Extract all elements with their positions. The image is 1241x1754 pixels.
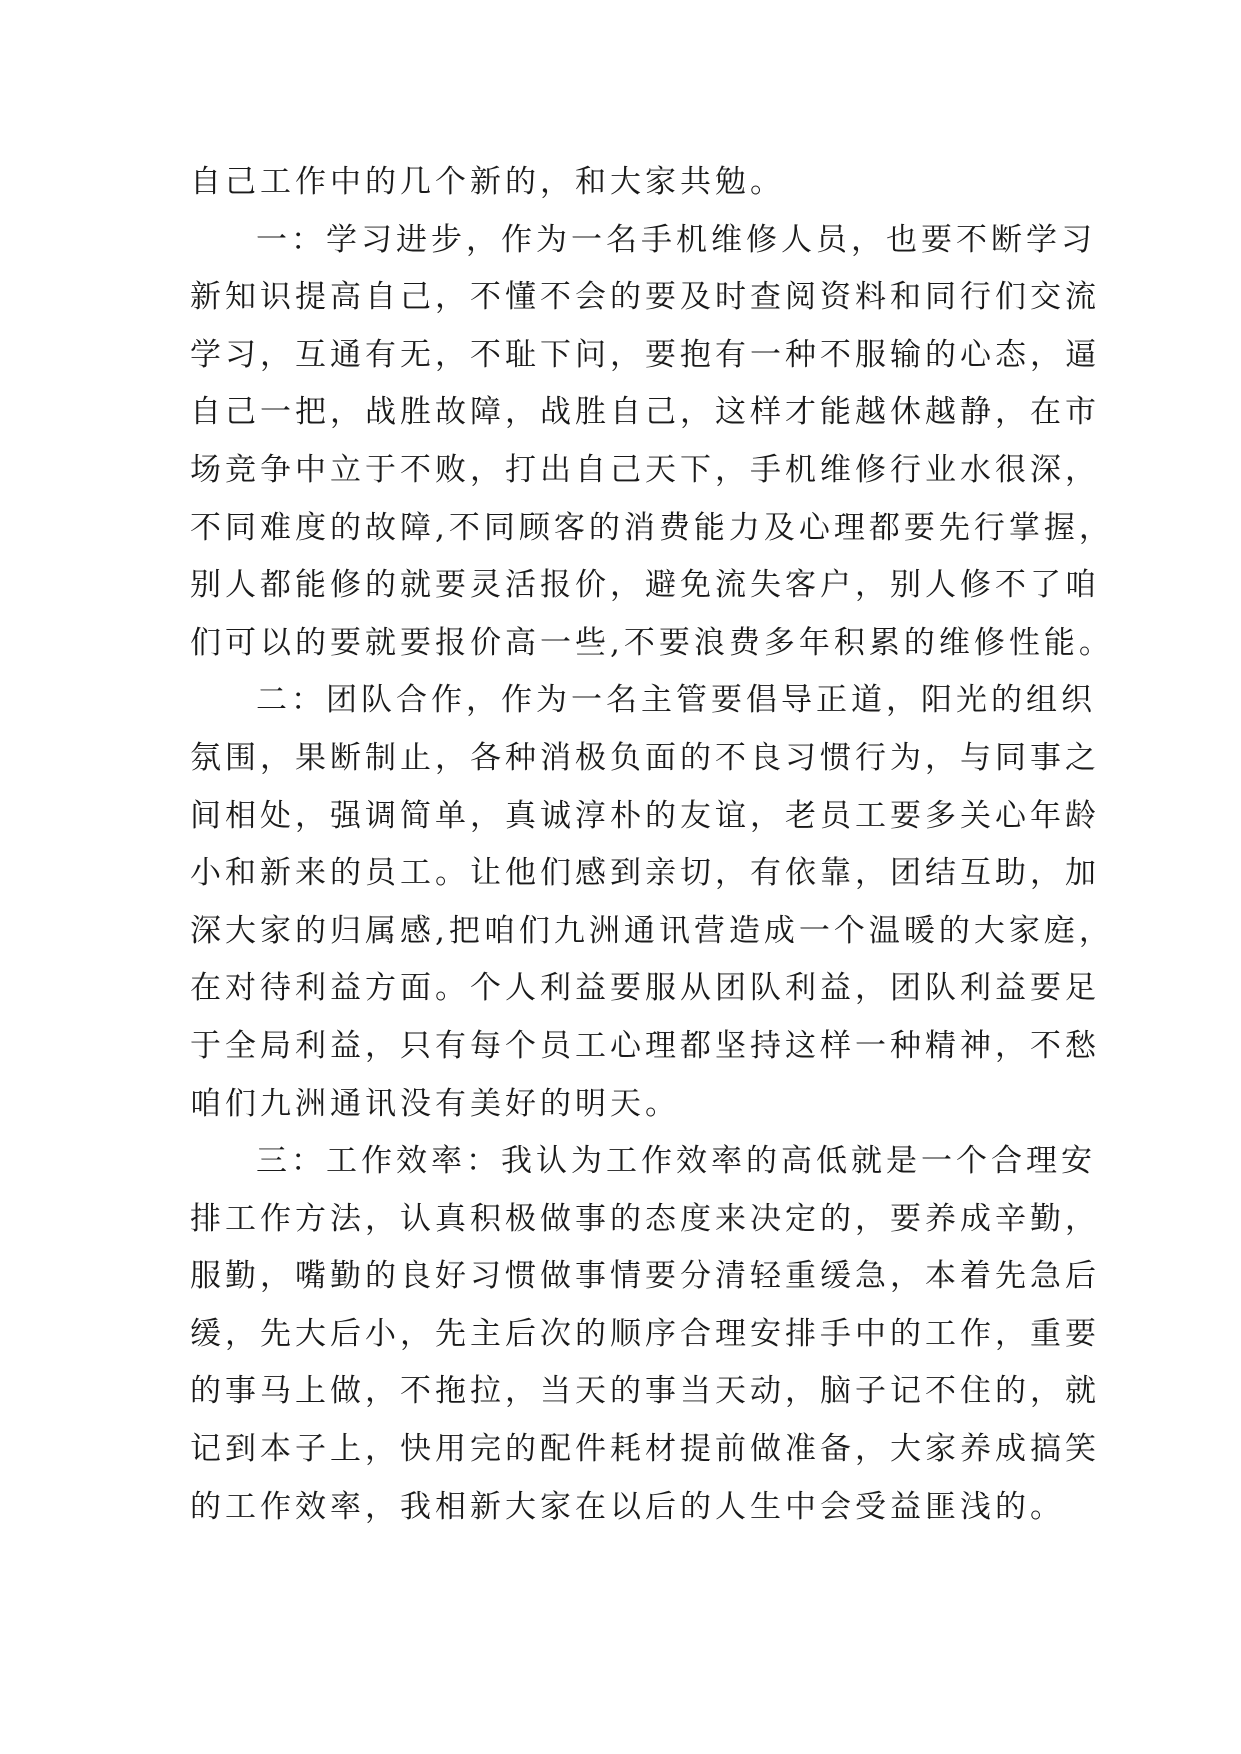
text-line: 于全局利益，只有每个员工心理都坚持这样一种精神，不愁 [190,1027,1100,1064]
text-line: 不同难度的故障,不同顾客的消费能力及心理都要先行掌握， [190,509,1114,546]
text-line: 二：团队合作，作为一名主管要倡导正道，阳光的组织 [256,682,1096,719]
text-line: 新知识提高自己，不懂不会的要及时查阅资料和同行们交流 [190,279,1100,316]
text-line: 一：学习进步，作为一名手机维修人员，也要不断学习 [256,221,1096,258]
text-line: 们可以的要就要报价高一些,不要浪费多年积累的维修性能。 [190,624,1114,661]
text-line: 场竞争中立于不败，打出自己天下，手机维修行业水很深， [190,451,1100,488]
text-line: 在对待利益方面。个人利益要服从团队利益，团队利益要足 [190,970,1100,1007]
text-line: 小和新来的员工。让他们感到亲切，有依靠，团结互助，加 [190,855,1100,892]
text-line: 别人都能修的就要灵活报价，避免流失客户，别人修不了咱 [190,567,1100,604]
text-line: 咱们九洲通讯没有美好的明天。 [190,1085,680,1122]
text-line: 学习，互通有无，不耻下问，要抱有一种不服输的心态，逼 [190,336,1100,373]
text-line: 间相处，强调简单，真诚淳朴的友谊，老员工要多关心年龄 [190,797,1100,834]
text-line: 深大家的归属感,把咱们九洲通讯营造成一个温暖的大家庭， [190,912,1114,949]
text-line: 自己工作中的几个新的，和大家共勉。 [190,164,785,200]
text-line: 自己一把，战胜故障，战胜自己，这样才能越休越静，在市 [190,394,1100,431]
text-line: 氛围，果断制止，各种消极负面的不良习惯行为，与同事之 [190,739,1100,776]
text-line: 的事马上做，不拖拉，当天的事当天动，脑子记不住的，就 [190,1373,1100,1410]
text-line: 服勤，嘴勤的良好习惯做事情要分清轻重缓急，本着先急后 [190,1258,1100,1295]
document-body [190,154,1114,1536]
text-line: 缓，先大后小，先主后次的顺序合理安排手中的工作，重要 [190,1315,1100,1352]
text-line: 三：工作效率：我认为工作效率的高低就是一个合理安 [256,1143,1096,1180]
text-line: 排工作方法，认真积极做事的态度来决定的，要养成辛勤， [190,1200,1100,1237]
text-line: 的工作效率，我相新大家在以后的人生中会受益匪浅的。 [190,1488,1065,1525]
text-line: 记到本子上，快用完的配件耗材提前做准备，大家养成搞笑 [190,1431,1100,1468]
